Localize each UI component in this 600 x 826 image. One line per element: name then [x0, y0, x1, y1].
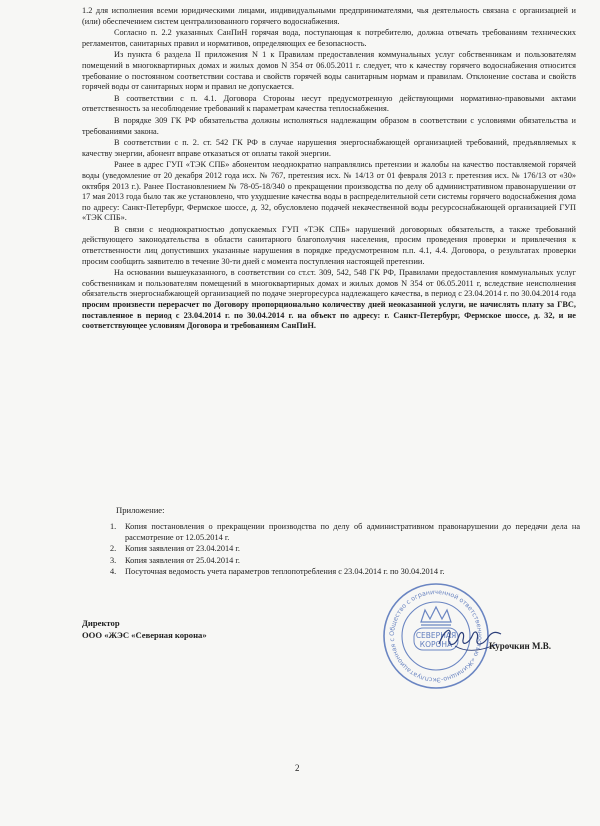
- final-paragraph-normal: На основании вышеуказанного, в соответствии со ст.ст. 309, 542, 548 ГК РФ, Правилами предоставления коммунальных услуг собственникам и пользователям помещений в многоквартирных домах и жилых домов N 354 от 06.05.2011 г, вследствие неисполнения обязательств энергоснабжающей организацией по подаче энергоресурса надлежащего качества, в период с 23.04.2014 г. по 30.04.2014 года: [82, 268, 576, 299]
- list-item-number: 2.: [110, 544, 117, 554]
- paragraph-4: В соответствии с п. 4.1. Договора Стороны несут предусмотренную действующими нормативно-правовыми актами ответственность за несоблюдение требований к параметрам качества теплоснабжения.: [82, 93, 576, 114]
- list-item: [110, 556, 580, 567]
- signatory-organization: ООО «ЖЭС «Северная корона»: [82, 629, 207, 640]
- list-item-number: 1.: [110, 522, 117, 531]
- paragraph-5: В порядке 309 ГК РФ обязательства должны исполняться надлежащим образом в соответствии с условиями обязательства и требованиями закона.: [82, 115, 576, 136]
- paragraph-6: В соответствии с п. 2. ст. 542 ГК РФ в случае нарушения энергоснабжающей организацией требований, предъявляемых к качеству энергии, абонент вправе отказаться от оплаты такой энергии.: [82, 138, 576, 158]
- seal-text-line-1: СЕВЕРНАЯ: [415, 631, 457, 640]
- paragraph-3: Из пункта 6 раздела II приложения N 1 к Правилам предоставления коммунальных услуг собственникам и пользователям помещений в многоквартирных домах и жилых домов N 354 от 06.05.2011 г. следует, что к качеству горячего водоснабжения относится требование о постоянном соответствии состава и свойств горячей воды санитарным нормам и правилам. Отклонение состава и свойств горячей воды от санитарных норм и правил не допускается.: [82, 50, 576, 92]
- seal-ring-text: Общество с ограниченной ответственностью «Жилищно-Эксплуатационная с: [388, 588, 484, 684]
- list-item: [110, 567, 580, 578]
- paragraph-7: Ранее в адрес ГУП «ТЭК СПБ» абонентом неоднократно направлялись претензии и жалобы на качество поставляемой горячей воды (уведомление от 20 декабря 2012 года исх. № 767, претензия исх. № 14/13 от 01 февраля 2013 г. претензия исх. № 176/13 от «30» октября 2013 г.). Ранее Постановлением № 78-05-18/340 о прекращении производства по делу об административном правонарушении от 17 мая 2013 года было так же установлено, что ухудшение качества воды в распределительной сети системы горячего водоснабжения дома по адресу: Санкт-Петербург, Фермское шоссе, д. 32, обусловлено подачей некачественной воды ресурсоснабжающей организацией ГУП «ТЭК СПБ».: [82, 160, 576, 223]
- list-item: [110, 522, 580, 543]
- document-body: [82, 6, 576, 333]
- list-item-number: 3.: [110, 555, 117, 565]
- attachments-title: Приложение:: [116, 505, 165, 515]
- signatory-block: [82, 618, 207, 641]
- paragraph-1: 1.2 для исполнения всеми юридическими лицами, индивидуальными предпринимателями, чья деятельность связана с организацией и (или) обеспечением систем централизованного горячего водоснабжения.: [82, 6, 576, 26]
- list-item: [110, 544, 580, 555]
- paragraph-2: Согласно п. 2.2 указанных СанПиН горячая вода, поступающая к потребителю, должна отвечать требованиям технических регламентов, санитарных правил и нормативов, определяющих ее безопасность.: [82, 28, 576, 48]
- list-item-text: Посуточная ведомость учета параметров теплопотребления с 23.04.2014 г. по 30.04.2014 г.: [125, 567, 445, 577]
- page-number: 2: [295, 763, 300, 773]
- list-item-text: Копия постановления о прекращении производства по делу об административном правонарушении до передачи дела на рассмотрение от 12.05.2014 г.: [125, 522, 580, 542]
- list-item-text: Копия заявления от 25.04.2014 г.: [125, 555, 240, 565]
- signatory-position: Директор: [82, 618, 120, 628]
- paragraph-final: [82, 268, 576, 332]
- paragraph-8: В связи с неоднократностью допускаемых ГУП «ТЭК СПБ» нарушений договорных обязательств, а также требований действующего законодательства в области санитарного благополучия населения, просим проведения проверки и привлечения к ответственности лиц допустивших указанные нарушения в порядке предусмотренном п.п. 4.1, 4.4. Договора, о результатах проверки просим сообщить заявителю в течение 30-ти дней с момента поступления настоящей претензии.: [82, 224, 576, 266]
- list-item-text: Копия заявления от 23.04.2014 г.: [125, 544, 240, 554]
- signatory-name: Курочкин М.В.: [489, 641, 551, 651]
- seal-text-line-2: КОРОНА: [419, 640, 453, 649]
- final-paragraph-bold: просим произвести перерасчет по Договору пропорционально количеству дней неоказанной услуги, не начислять плату за ГВС, поставленное в период с 23.04.2014 г. по 30.04.2014 г. на объект по адресу: г. Санкт-Петербург, Фермское шоссе, д. 32, и не соответствующее условиям Договора и требованиям СанПиН.: [82, 300, 576, 331]
- attachments-list: [110, 522, 580, 579]
- list-item-number: 4.: [110, 567, 117, 577]
